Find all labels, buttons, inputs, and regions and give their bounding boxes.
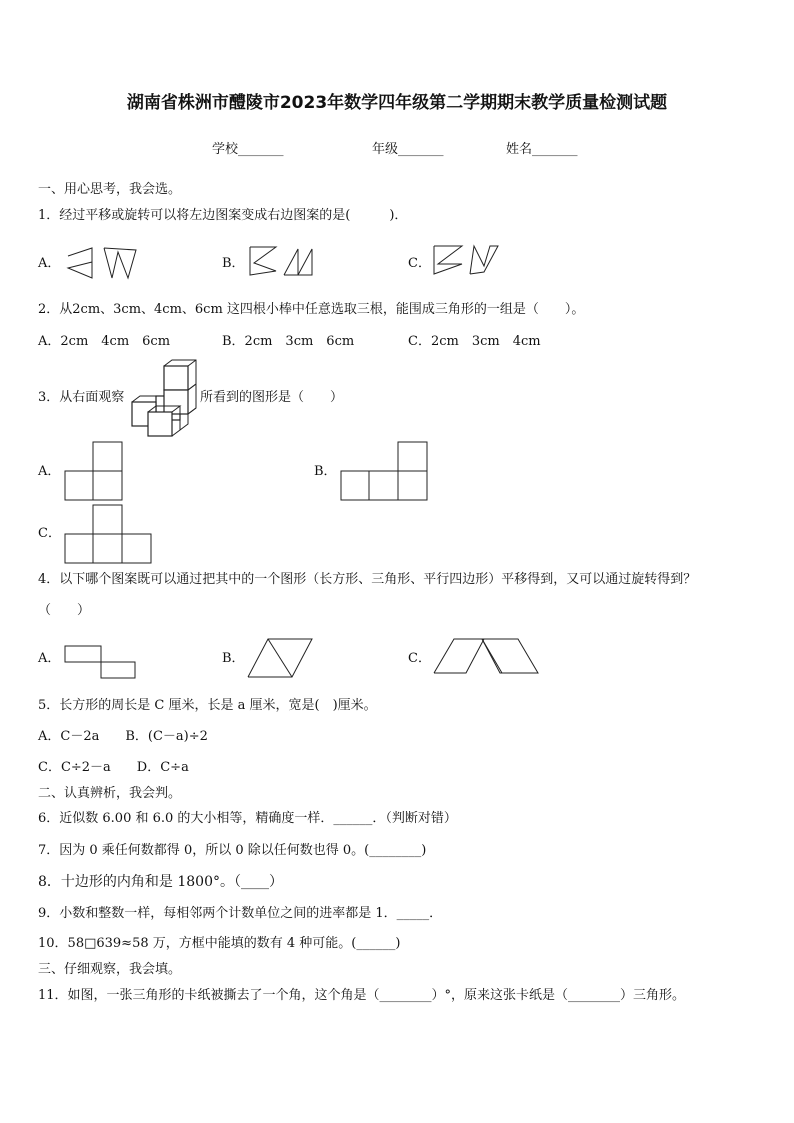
question-2: 2．从2cm、3cm、4cm、6cm 这四根小棒中任意选取三根，能围成三角形的一组是（ ）。 [38,302,585,317]
question-4: 4．以下哪个图案既可以通过把其中的一个图形（长方形、三角形、平行四边形）平移得到，又可以通过旋转得到？ [38,572,697,587]
q1-option-b-label: B． [222,256,245,271]
q2-option-a: A．2cm 4cm 6cm [38,334,171,349]
q4-option-b-figure [246,637,316,679]
question-9: 9．小数和整数一样，每相邻两个计数单位之间的进率都是 1．_____． [38,906,443,921]
q1-option-b-figure [248,245,318,277]
question-8: 8．十边形的内角和是 1800°。（____） [38,874,283,890]
q5-options-cd: C．C÷2－a D．C÷a [38,760,189,775]
question-11: 11．如图，一张三角形的卡纸被撕去了一个角，这个角是（________）°，原来这张卡纸是（________）三角形。 [38,988,686,1003]
question-7: 7．因为 0 乘任何数都得 0，所以 0 除以任何数也得 0。(________) [38,843,427,858]
question-3-prefix: 3．从右面观察 [38,390,125,405]
q3-option-b-label: B． [314,464,337,479]
grade-field: 年级_______ [372,142,444,157]
q2-option-c: C．2cm 3cm 4cm [408,334,541,349]
question-6: 6．近似数 6.00 和 6.0 的大小相等，精确度一样．______．（判断对错） [38,811,457,826]
q4-option-a-figure [64,645,138,681]
question-3-suffix: 所看到的图形是（ ） [200,390,344,405]
school-field: 学校_______ [212,142,284,157]
name-field: 姓名_______ [506,142,578,157]
section-heading-2: 二、认真辨析，我会判。 [38,786,182,801]
q2-option-b: B．2cm 3cm 6cm [222,334,355,349]
q4-option-c-label: C． [408,651,431,666]
q1-option-c-figure [432,244,502,276]
q3-option-b-figure [340,441,430,501]
q1-option-c-label: C． [408,256,431,271]
q3-cube-stack-figure [128,360,202,438]
section-heading-3: 三、仔细观察，我会填。 [38,962,182,977]
q4-option-a-label: A． [38,651,61,666]
q1-option-a-figure [66,246,138,282]
page-title: 湖南省株洲市醴陵市2023年数学四年级第二学期期末教学质量检测试题 [126,93,668,113]
q3-option-a-label: A． [38,464,61,479]
question-10: 10．58□639≈58 万，方框中能填的数有 4 种可能。(______) [38,936,401,951]
q5-options-ab: A．C－2a B．(C－a)÷2 [38,729,208,744]
section-heading-1: 一、用心思考，我会选。 [38,182,182,197]
question-4-paren: （ ） [38,603,91,618]
q3-option-c-figure [64,504,154,564]
q4-option-b-label: B． [222,651,245,666]
q3-option-c-label: C． [38,526,61,541]
q1-option-a-label: A． [38,256,61,271]
q4-option-c-figure [432,637,542,677]
q3-option-a-figure [64,441,124,501]
question-1: 1．经过平移或旋转可以将左边图案变成右边图案的是( )． [38,208,408,223]
question-5: 5．长方形的周长是 C 厘米，长是 a 厘米，宽是( )厘米。 [38,698,377,713]
